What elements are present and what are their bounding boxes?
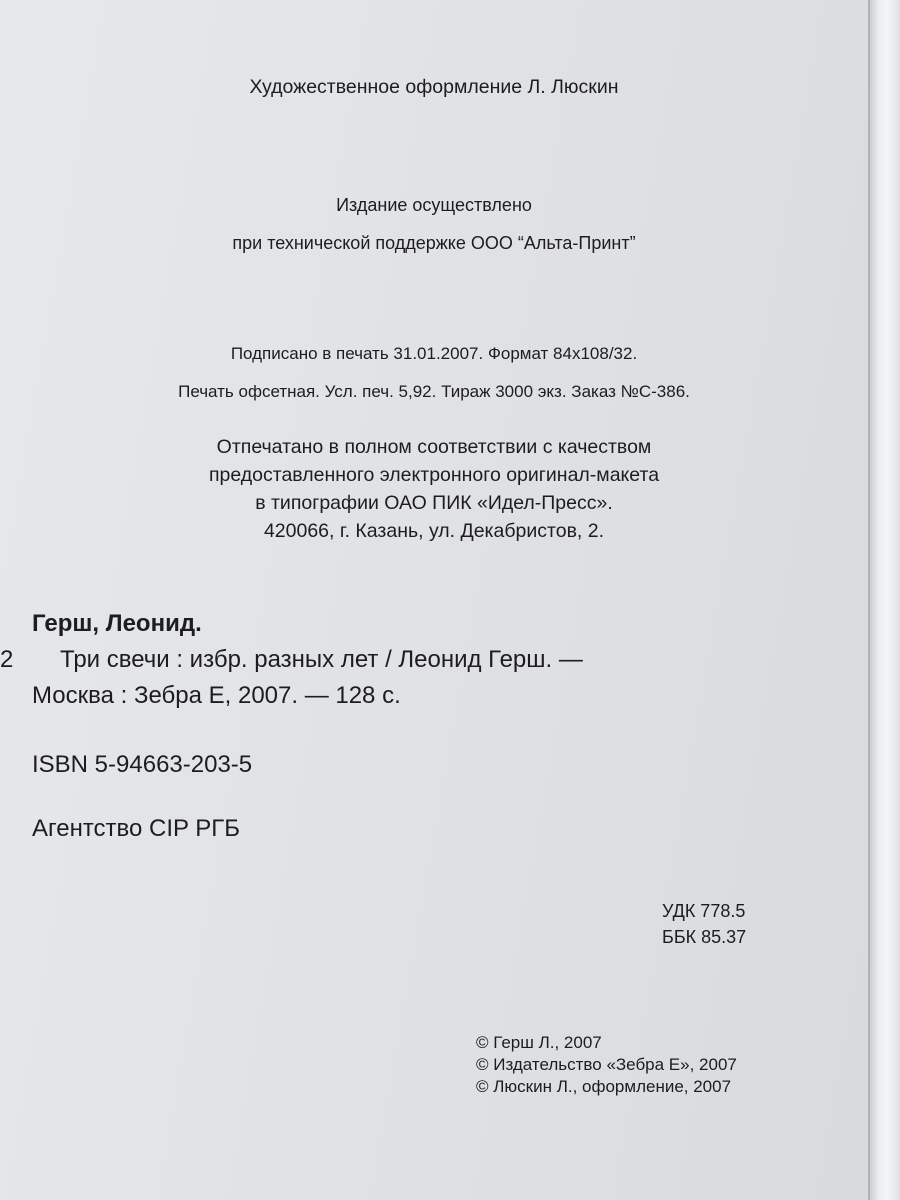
bbk-code: ББК 85.37 [662, 927, 747, 947]
printer-line-3: в типографии ОАО ПИК «Идел-Пресс». [255, 492, 613, 514]
print-info-line-1: Подписано в печать 31.01.2007. Формат 84x108/32. [230, 344, 638, 363]
printer-line-1: Отпечатано в полном соответствии с качеством [216, 436, 652, 458]
catalog-author-heading: Герш, Леонид. [32, 610, 202, 637]
publication-note-line-1: Издание осуществлено [336, 195, 532, 215]
printer-line-2: предоставленного электронного оригинал-макета [208, 464, 660, 486]
print-info-line-2: Печать офсетная. Усл. печ. 5,92. Тираж 3000 экз. Заказ №С-386. [178, 382, 690, 401]
copyright-line-2: © Издательство «Зебра Е», 2007 [476, 1055, 737, 1074]
copyright-line-3: © Люскин Л., оформление, 2007 [476, 1077, 732, 1096]
printer-line-4: 420066, г. Казань, ул. Декабристов, 2. [263, 520, 605, 542]
catalog-imprint-line: Москва : Зебра Е, 2007. — 128 с. [32, 682, 401, 709]
publication-note-line-2: при технической поддержке ООО “Альта-Принт” [232, 233, 636, 253]
udk-code: УДК 778.5 [662, 901, 746, 921]
catalog-margin-fragment: 2 [0, 646, 14, 673]
art-design-credit: Художественное оформление Л. Люскин [249, 76, 619, 98]
catalog-isbn: ISBN 5-94663-203-5 [32, 751, 253, 778]
catalog-title-line: Три свечи : избр. разных лет / Леонид Герш. — [60, 646, 583, 673]
adjacent-page-edge [868, 0, 900, 1200]
copyright-line-1: © Герш Л., 2007 [476, 1033, 602, 1052]
catalog-agency: Агентство CIP РГБ [32, 815, 241, 842]
